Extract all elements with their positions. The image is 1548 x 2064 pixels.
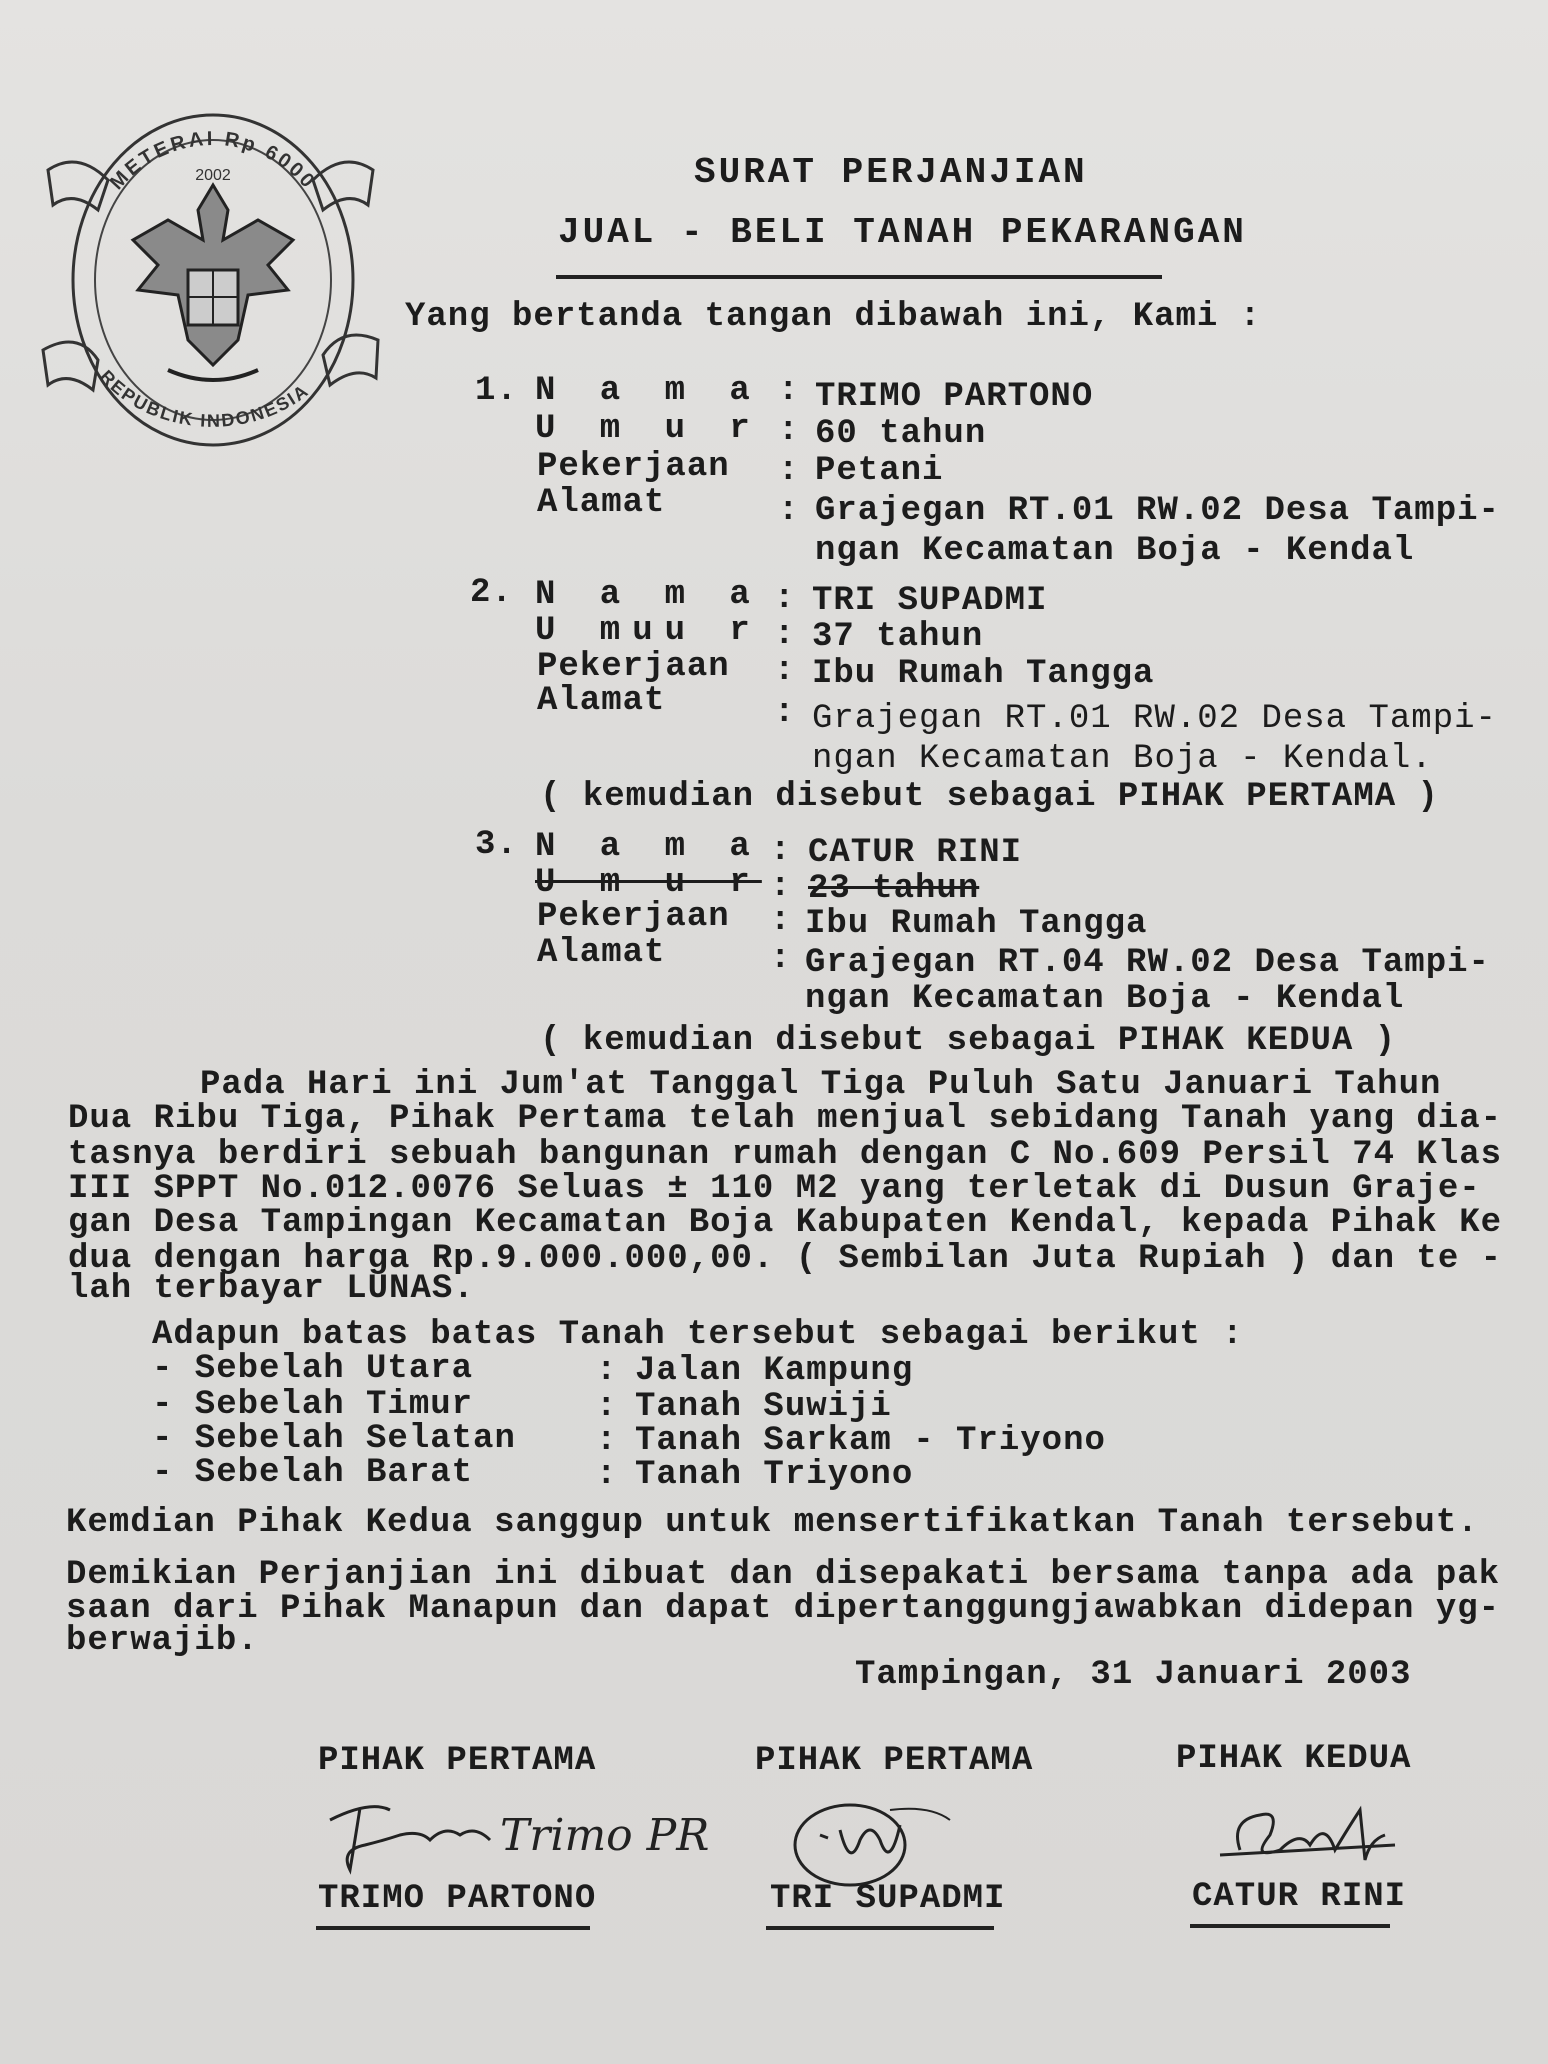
kemudian-text: Kemdian Pihak Kedua sanggup untuk mensertifikatkan Tanah tersebut. bbox=[66, 1504, 1479, 1542]
field-sep: : bbox=[770, 902, 792, 940]
title-underline bbox=[556, 275, 1162, 279]
batas-sep: : bbox=[596, 1422, 618, 1460]
field-label: N a m a bbox=[535, 576, 762, 614]
field-label: U m u r bbox=[535, 410, 762, 448]
field-sep: : bbox=[778, 372, 800, 410]
field-label: Alamat bbox=[537, 934, 666, 972]
signature-role: PIHAK KEDUA bbox=[1176, 1740, 1412, 1778]
party-number: 1. bbox=[475, 372, 518, 410]
body-line: gan Desa Tampingan Kecamatan Boja Kabupaten Kendal, kepada Pihak Ke bbox=[68, 1204, 1503, 1242]
signature-role: PIHAK PERTAMA bbox=[755, 1742, 1034, 1780]
field-value: 37 tahun bbox=[812, 618, 984, 656]
field-value: Grajegan RT.04 RW.02 Desa Tampi- bbox=[805, 944, 1490, 982]
batas-value: Tanah Suwiji bbox=[635, 1388, 892, 1426]
body-line: Pada Hari ini Jum'at Tanggal Tiga Puluh Satu Januari Tahun bbox=[200, 1066, 1442, 1104]
closing-line: berwajib. bbox=[66, 1622, 259, 1660]
field-sep: : bbox=[778, 492, 800, 530]
field-value: 23 tahun bbox=[808, 870, 980, 908]
document-subtitle: JUAL - BELI TANAH PEKARANGAN bbox=[558, 212, 1247, 253]
intro-text: Yang bertanda tangan dibawah ini, Kami : bbox=[405, 298, 1262, 336]
signature-text: Trimo PR bbox=[500, 1810, 710, 1861]
body-line: III SPPT No.012.0076 Seluas ± 110 M2 yang terletak di Dusun Graje- bbox=[68, 1170, 1481, 1208]
stamp-bottom-text: REPUBLIK INDONESIA bbox=[96, 366, 313, 431]
signature-catur bbox=[1210, 1790, 1400, 1890]
field-label: Alamat bbox=[537, 484, 666, 522]
signature-role: PIHAK PERTAMA bbox=[318, 1742, 597, 1780]
field-label: Alamat bbox=[537, 682, 666, 720]
closing-line: Demikian Perjanjian ini dibuat dan disepakati bersama tanpa ada pak bbox=[66, 1556, 1501, 1594]
batas-value: Tanah Sarkam - Triyono bbox=[635, 1422, 1106, 1460]
field-value: Grajegan RT.01 RW.02 Desa Tampi- bbox=[812, 700, 1497, 738]
pihak-kedua-note: ( kemudian disebut sebagai PIHAK KEDUA ) bbox=[540, 1022, 1397, 1060]
field-value: TRI SUPADMI bbox=[812, 582, 1048, 620]
batas-intro: Adapun batas batas Tanah tersebut sebagai berikut : bbox=[152, 1316, 1244, 1354]
batas-sep: : bbox=[596, 1388, 618, 1426]
field-value: Petani bbox=[815, 452, 944, 490]
batas-value: Tanah Triyono bbox=[635, 1456, 914, 1494]
pihak-pertama-note: ( kemudian disebut sebagai PIHAK PERTAMA ) bbox=[540, 778, 1439, 816]
field-value: Grajegan RT.01 RW.02 Desa Tampi- bbox=[815, 492, 1500, 530]
signature-name: TRI SUPADMI bbox=[770, 1880, 1006, 1918]
batas-sep: : bbox=[596, 1456, 618, 1494]
stamp-year: 2002 bbox=[195, 167, 231, 184]
signature-underline bbox=[1190, 1924, 1390, 1928]
field-sep: : bbox=[774, 580, 796, 618]
body-line: lah terbayar LUNAS. bbox=[68, 1270, 475, 1308]
field-value-cont: ngan Kecamatan Boja - Kendal bbox=[805, 980, 1405, 1018]
document-title: SURAT PERJANJIAN bbox=[694, 152, 1088, 193]
batas-side: - Sebelah Utara bbox=[152, 1350, 474, 1388]
field-label: N a m a bbox=[535, 372, 762, 410]
field-sep: : bbox=[770, 868, 792, 906]
field-value-cont: ngan Kecamatan Boja - Kendal. bbox=[812, 740, 1433, 778]
signature-underline bbox=[766, 1926, 994, 1930]
field-label: N a m a bbox=[535, 828, 762, 866]
batas-value: Jalan Kampung bbox=[635, 1352, 914, 1390]
field-value: 60 tahun bbox=[815, 415, 987, 453]
field-sep: : bbox=[774, 616, 796, 654]
field-sep: : bbox=[770, 832, 792, 870]
batas-side: - Sebelah Timur bbox=[152, 1386, 474, 1424]
field-label: Pekerjaan bbox=[537, 448, 730, 486]
signature-name: TRIMO PARTONO bbox=[318, 1880, 597, 1918]
body-line: dua dengan harga Rp.9.000.000,00. ( Sembilan Juta Rupiah ) dan te - bbox=[68, 1240, 1503, 1278]
closing-line: saan dari Pihak Manapun dan dapat dipertanggungjawabkan didepan yg- bbox=[66, 1590, 1501, 1628]
garuda-emblem-icon bbox=[38, 90, 383, 460]
field-sep: : bbox=[774, 694, 796, 732]
field-label: U m u r bbox=[535, 864, 762, 902]
field-sep: : bbox=[778, 412, 800, 450]
party-number: 2. bbox=[470, 574, 513, 612]
signature-name: CATUR RINI bbox=[1192, 1878, 1407, 1916]
field-sep: : bbox=[778, 452, 800, 490]
field-value-cont: ngan Kecamatan Boja - Kendal bbox=[815, 532, 1415, 570]
date-place: Tampingan, 31 Januari 2003 bbox=[855, 1656, 1412, 1694]
batas-side: - Sebelah Selatan bbox=[152, 1420, 516, 1458]
stamp-top-text: METERAI Rp 6000 bbox=[105, 127, 321, 195]
body-line: Dua Ribu Tiga, Pihak Pertama telah menjual sebidang Tanah yang dia- bbox=[68, 1100, 1503, 1138]
svg-text:REPUBLIK INDONESIA bbox=[96, 366, 313, 431]
meterai-stamp bbox=[38, 90, 383, 460]
field-label: Pekerjaan bbox=[537, 898, 730, 936]
field-value: Ibu Rumah Tangga bbox=[805, 905, 1148, 943]
field-label: U muu r bbox=[535, 612, 762, 650]
batas-side: - Sebelah Barat bbox=[152, 1454, 474, 1492]
field-sep: : bbox=[774, 652, 796, 690]
field-value: TRIMO PARTONO bbox=[815, 378, 1094, 416]
batas-sep: : bbox=[596, 1352, 618, 1390]
signature-underline bbox=[316, 1926, 590, 1930]
field-sep: : bbox=[770, 940, 792, 978]
party-number: 3. bbox=[475, 826, 518, 864]
signature-trimo bbox=[310, 1780, 710, 1880]
field-value: CATUR RINI bbox=[808, 834, 1023, 872]
field-label: Pekerjaan bbox=[537, 648, 730, 686]
field-value: Ibu Rumah Tangga bbox=[812, 655, 1155, 693]
body-line: tasnya berdiri sebuah bangunan rumah dengan C No.609 Persil 74 Klas bbox=[68, 1136, 1503, 1174]
